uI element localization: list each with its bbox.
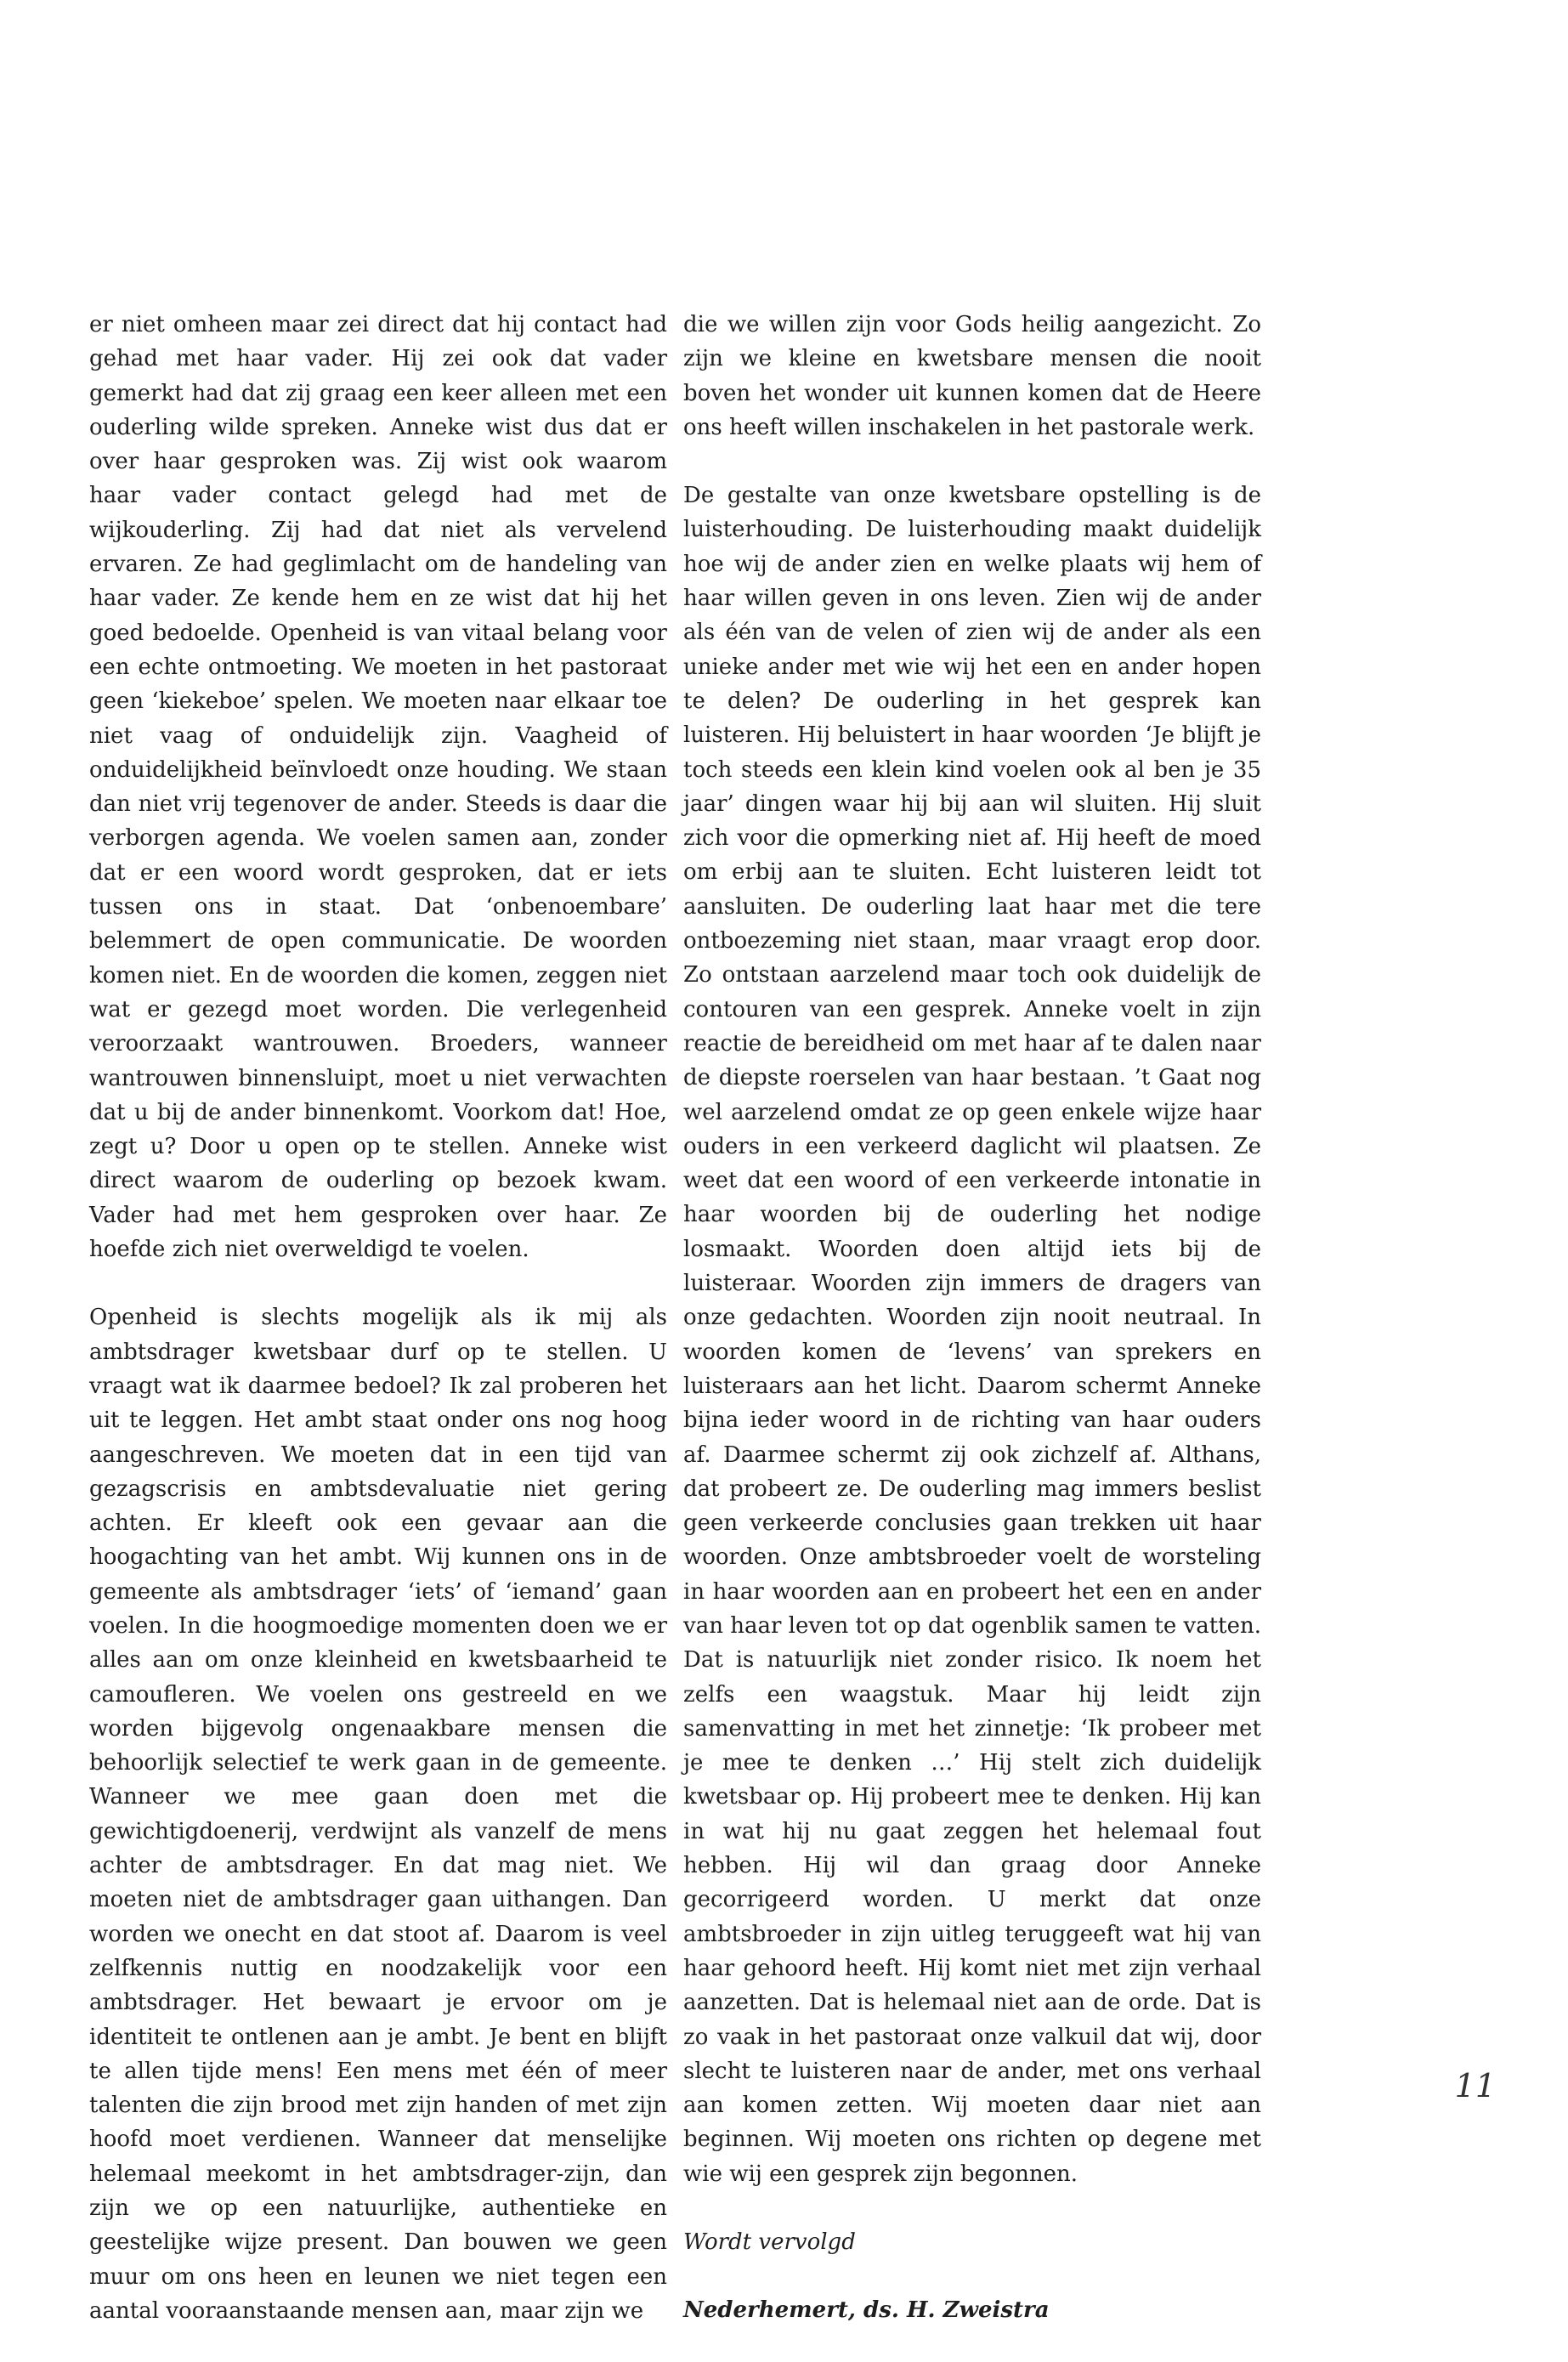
to-be-continued-note: Wordt vervolgd: [683, 2229, 856, 2256]
author-signature: Nederhemert, ds. H. Zweistra: [683, 2297, 1050, 2324]
body-paragraph: er niet omheen maar zei direct dat hij contact had gehad met haar vader. Hij zei ook dat vader gemerkt had dat zij graag een keer alleen met een ouderling wilde spreken. Anneke wist dus dat er over haar gesproken was. Zij wist ook waarom haar vader contact gelegd had met de wijkouderling. Zij had dat niet als vervelend ervaren. Ze had geglimlacht om de handeling van haar vader. Ze kende hem en ze wist dat hij het goed bedoelde. Openheid is van vitaal belang voor een echte ontmoeting. We moeten in het pastoraat geen ‘kiekeboe’ spelen. We moeten naar elkaar toe niet vaag of onduidelijk zijn. Vaagheid of onduidelijkheid beïnvloedt onze houding. We staan dan niet vrij tegenover de ander. Steeds is daar die verborgen agenda. We voelen samen aan, zonder dat er een woord wordt gesproken, dat er iets tussen ons in staat. Dat ‘onbenoembare’ belemmert de open communicatie. De woorden komen niet. En de woorden die komen, zeggen niet wat er gezegd moet worden. Die verlegenheid veroorzaakt wantrouwen. Broeders, wanneer wantrouwen binnensluipt, moet u niet verwachten dat u bij de ander binnenkomt. Voorkom dat! Hoe, zegt u? Door u open op te stellen. Anneke wist direct waarom de ouderling op bezoek kwam. Vader had met hem gesproken over haar. Ze hoefde zich niet overweldigd te voelen.: [89, 312, 667, 1263]
body-paragraph: Openheid is slechts mogelijk als ik mij als ambtsdrager kwetsbaar durf op te stellen. U vraagt wat ik daarmee bedoel? Ik zal proberen het uit te leggen. Het ambt staat onder ons nog hoog aangeschreven. We moeten dat in een tijd van gezagscrisis en ambtsdevaluatie niet gering achten. Er kleeft ook een gevaar aan die hoogachting van het ambt. Wij kunnen ons in de gemeente als ambtsdrager ‘iets’ of ‘iemand’ gaan voelen. In die hoogmoedige momenten doen we er alles aan om onze kleinheid en kwetsbaarheid te camoufleren. We voelen ons gestreeld en we worden bijgevolg ongenaakbare mensen die behoorlijk selectief te werk gaan in de gemeente. Wanneer we mee gaan doen met die gewichtigdoenerij, verdwijnt als vanzelf de mens achter de ambtsdrager. En dat mag niet. We moeten niet de ambtsdrager gaan uithangen. Dan worden we onecht en dat stoot af. Daarom is veel zelfkennis nuttig en noodzakelijk voor een ambtsdrager. Het bewaart je ervoor om je identiteit te ontlenen aan je ambt. Je bent en blijft te allen tijde mens! Een mens met één of meer talenten die zijn brood met zijn handen of met zijn hoofd moet verdienen. Wanneer dat menselijke helemaal meekomt in het ambtsdrager-zijn, dan zijn we op een natuurlijke, authentieke en geestelijke wijze present. Dan bouwen we geen muur om ons heen en leunen we niet tegen een aantal vooraanstaande mensen aan, maar zijn we: [89, 1305, 667, 2324]
page-number: 11: [1454, 2067, 1496, 2104]
body-paragraph: De gestalte van onze kwetsbare opstelling is de luisterhouding. De luisterhouding maakt duidelijk hoe wij de ander zien en welke plaats wij hem of haar willen geven in ons leven. Zien wij de ander als één van de velen of zien wij de ander als een unieke ander met wie wij het een en ander hopen te delen? De ouderling in het gesprek kan luisteren. Hij beluistert in haar woorden ‘Je blijft je toch steeds een klein kind voelen ook al ben je 35 jaar’ dingen waar hij bij aan wil sluiten. Hij sluit zich voor die opmerking niet af. Hij heeft de moed om erbij aan te sluiten. Echt luisteren leidt tot aansluiten. De ouderling laat haar met die tere ontboezeming niet staan, maar vraagt erop door. Zo ontstaan aarzelend maar toch ook duidelijk de contouren van een gesprek. Anneke voelt in zijn reactie de bereidheid om met haar af te dalen naar de diepste roerselen van haar bestaan. ’t Gaat nog wel aarzelend omdat ze op geen enkele wijze haar ouders in een verkeerd daglicht wil plaatsen. Ze weet dat een woord of een verkeerde intonatie in haar woorden bij de ouderling het nodige losmaakt. Woorden doen altijd iets bij de luisteraar. Woorden zijn immers de dragers van onze gedachten. Woorden zijn nooit neutraal. In woorden komen de ‘levens’ van sprekers en luisteraars aan het licht. Daarom schermt Anneke bijna ieder woord in de richting van haar ouders af. Daarmee schermt zij ook zichzelf af. Althans, dat probeert ze. De ouderling mag immers beslist geen verkeerde conclusies gaan trekken uit haar woorden. Onze ambtsbroeder voelt de worsteling in haar woorden aan en probeert het een en ander van haar leven tot op dat ogenblik samen te vatten. Dat is natuurlijk niet zonder risico. Ik noem het zelfs een waagstuk. Maar hij leidt zijn samenvatting in met het zinnetje: ‘Ik probeer met je mee te denken …’ Hij stelt zich duidelijk kwetsbaar op. Hij probeert mee te denken. Hij kan in wat hij nu gaat zeggen het helemaal fout hebben. Hij wil dan graag door Anneke gecorrigeerd worden. U merkt dat onze ambtsbroeder in zijn uitleg teruggeeft wat hij van haar gehoord heeft. Hij komt niet met zijn verhaal aanzetten. Dat is helemaal niet aan de orde. Dat is zo vaak in het pastoraat onze valkuil dat wij, door slecht te luisteren naar de ander, met ons verhaal aan komen zetten. Wij moeten daar niet aan beginnen. Wij moeten ons richten op degene met wie wij een gesprek zijn begonnen.: [683, 483, 1261, 2187]
left-column: [89, 308, 667, 2328]
body-paragraph: die we willen zijn voor Gods heilig aangezicht. Zo zijn we kleine en kwetsbare mensen die nooit boven het wonder uit kunnen komen dat de Heere ons heeft willen inschakelen in het pastorale werk.: [683, 312, 1261, 440]
right-column: [683, 308, 1261, 2362]
